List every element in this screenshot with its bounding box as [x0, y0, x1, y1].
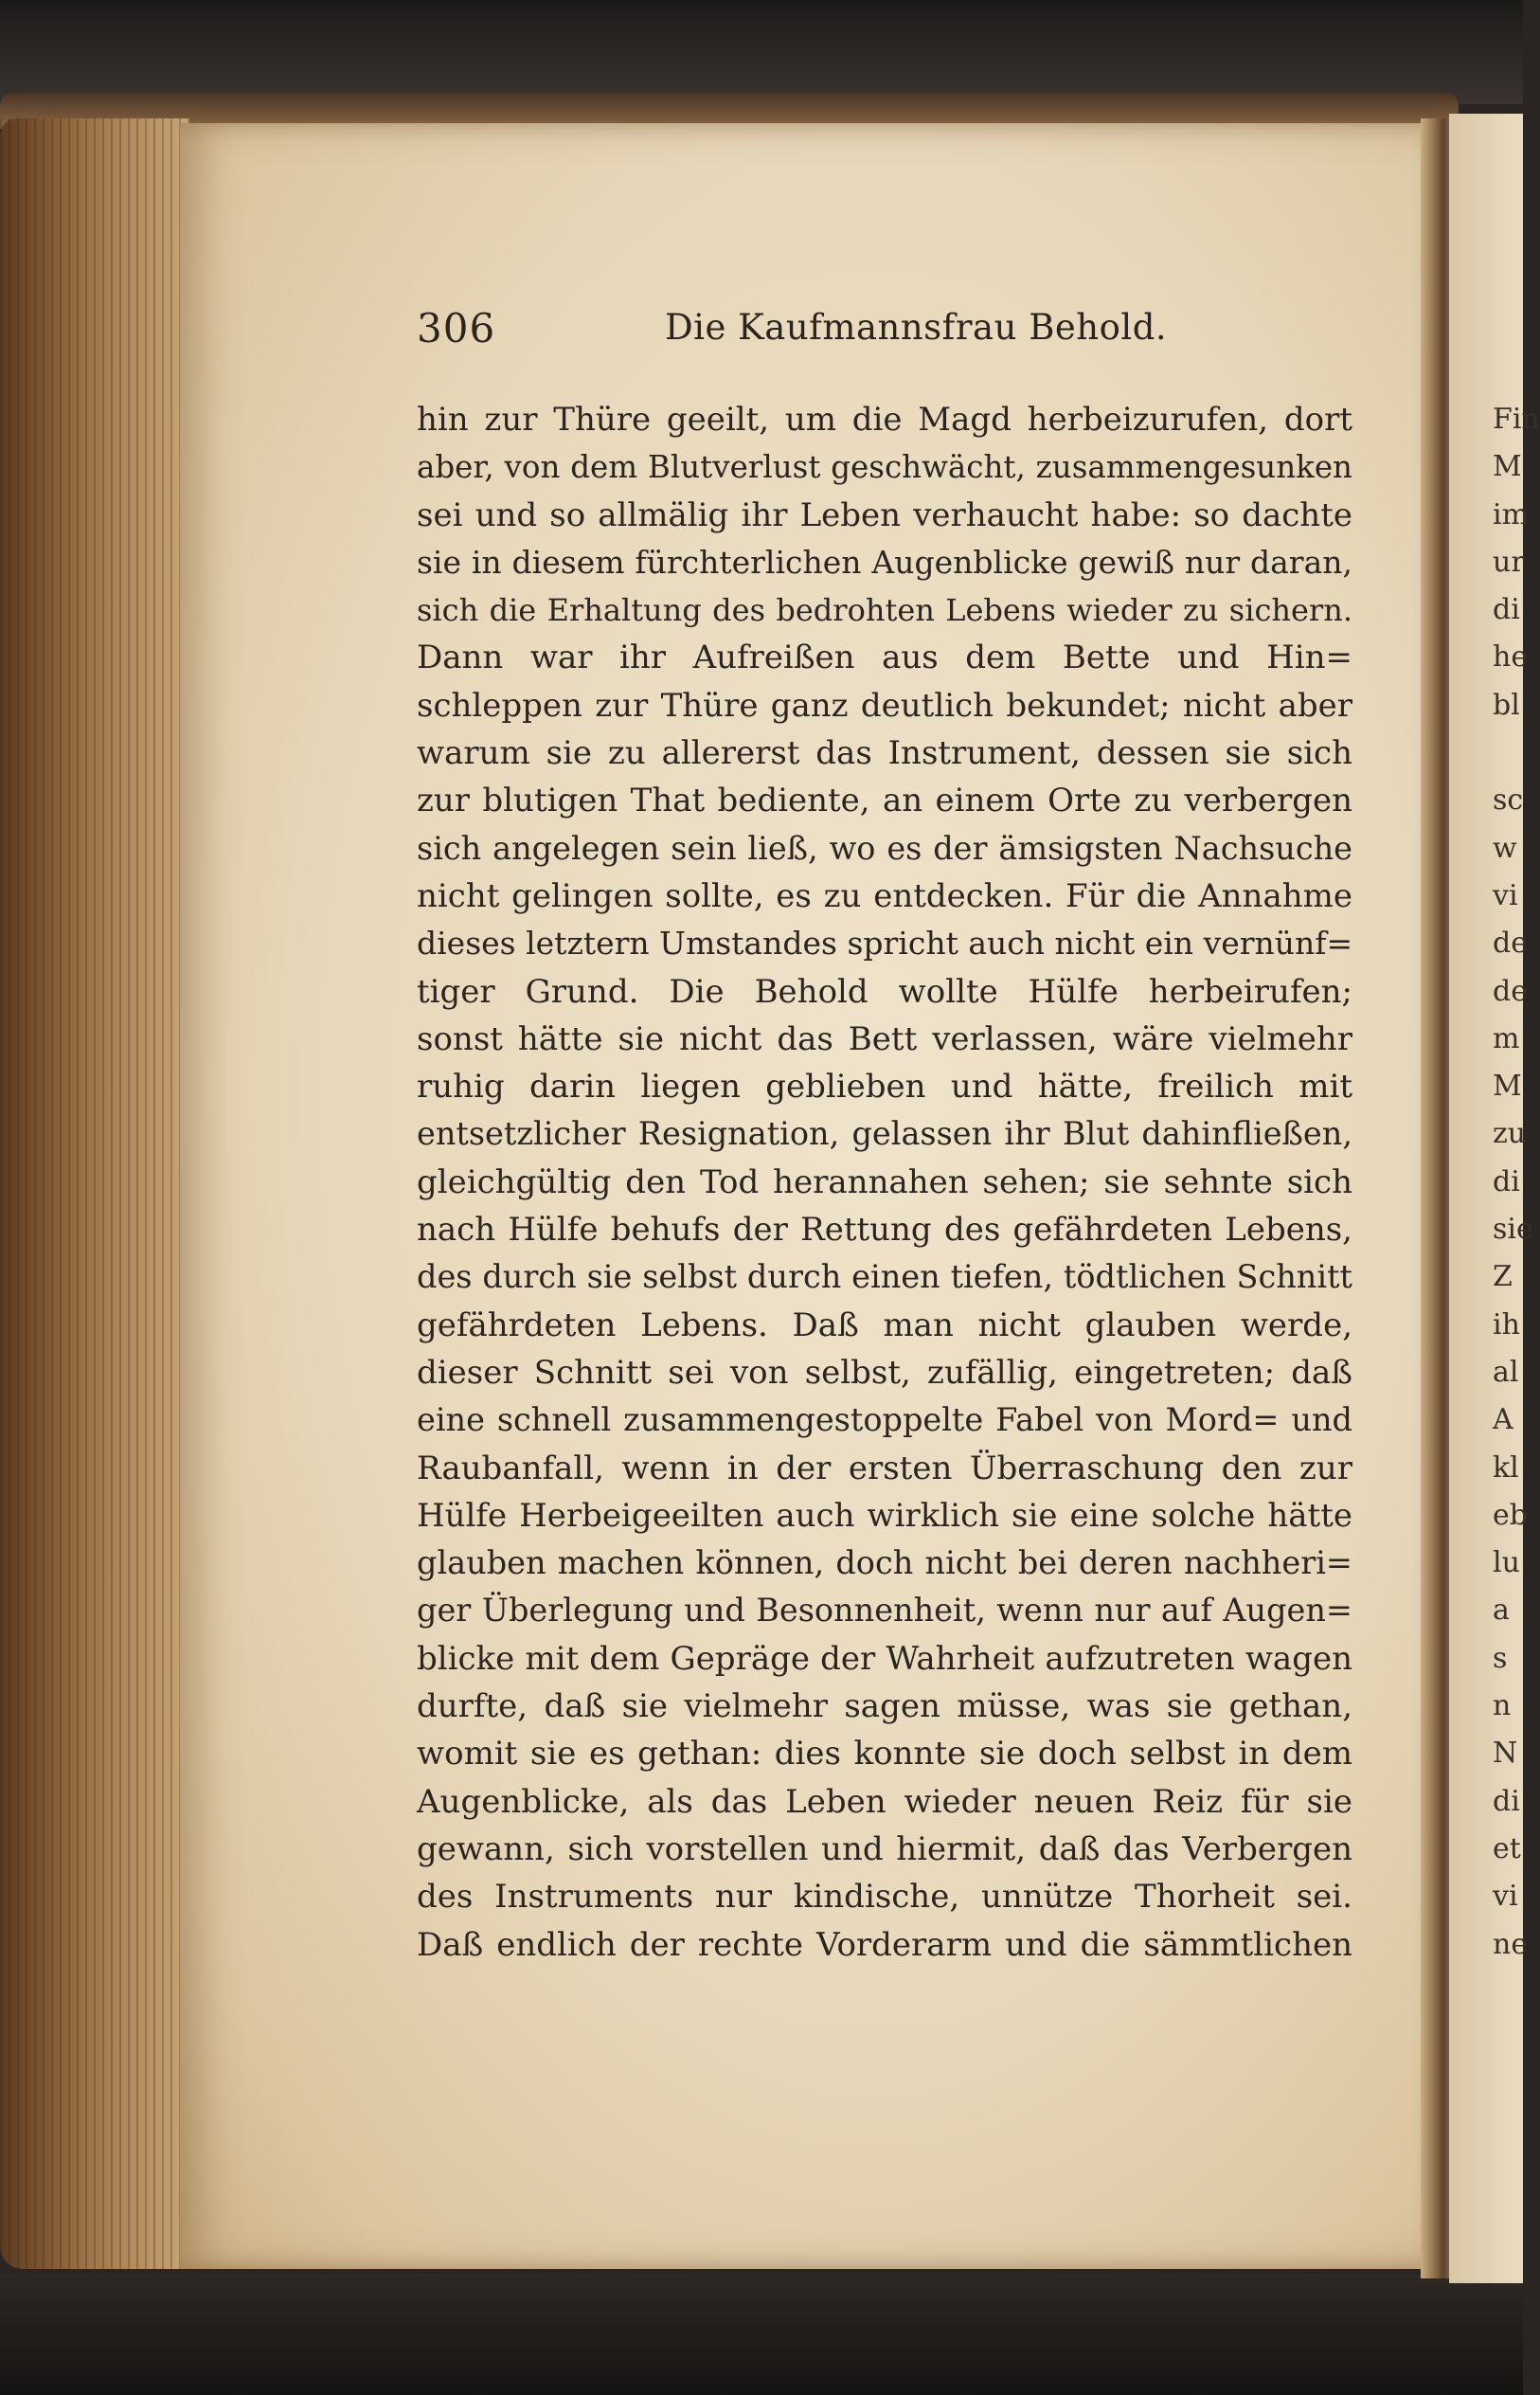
- facing-page-fragment: w: [1493, 831, 1517, 865]
- page-block-edges: [0, 118, 189, 2269]
- page-header: [417, 305, 1352, 362]
- facing-page-fragment: vi: [1493, 878, 1518, 912]
- facing-page-fragment: di: [1493, 1164, 1520, 1198]
- text-line: schleppen zur Thüre ganz deutlich bekundet; nicht aber: [417, 686, 1352, 725]
- facing-page-fragment: ih: [1493, 1307, 1520, 1342]
- facing-page-fragment: et: [1493, 1831, 1521, 1865]
- facing-page-fragment: Z: [1493, 1260, 1513, 1294]
- facing-page-fragment: N: [1493, 1737, 1518, 1771]
- text-line: gleichgültig den Tod herannahen sehen; sie sehnte sich: [417, 1162, 1352, 1201]
- text-line: durfte, daß sie vielmehr sagen müsse, was sie gethan,: [417, 1687, 1352, 1726]
- facing-page-fragment: s: [1493, 1641, 1508, 1675]
- text-line: zur blutigen That bediente, an einem Orte zu verbergen: [417, 782, 1352, 820]
- facing-page-fragment: lu: [1493, 1546, 1520, 1580]
- running-head: Die Kaufmannsfrau Behold.: [665, 307, 1168, 348]
- background-bottom: [0, 2274, 1523, 2395]
- text-line: ger Überlegung und Besonnenheit, wenn nur auf Augen=: [417, 1592, 1352, 1630]
- text-line: Daß endlich der rechte Vorderarm und die sämmtlichen: [417, 1925, 1352, 1964]
- text-line: Augenblicke, als das Leben wieder neuen Reiz für sie: [417, 1782, 1352, 1821]
- text-line: sich angelegen sein ließ, wo es der ämsigsten Nachsuche: [417, 829, 1352, 867]
- text-line: sonst hätte sie nicht das Bett verlassen, wäre vielmehr: [417, 1019, 1352, 1058]
- text-line: gefährdeten Lebens. Daß man nicht glauben werde,: [417, 1306, 1352, 1344]
- facing-page-fragment: al: [1493, 1355, 1519, 1389]
- facing-page-fragment: n: [1493, 1689, 1512, 1723]
- text-line: hin zur Thüre geeilt, um die Magd herbeizurufen, dort: [417, 401, 1352, 439]
- facing-page-fragment: a: [1493, 1594, 1510, 1628]
- text-line: dieser Schnitt sei von selbst, zufällig, eingetreten; daß: [417, 1353, 1352, 1392]
- text-line: nicht gelingen sollte, es zu entdecken. Für die Annahme: [417, 876, 1352, 915]
- text-line: womit sie es gethan: dies konnte sie doch selbst in dem: [417, 1735, 1352, 1774]
- text-line: sei und so allmälig ihr Leben verhaucht habe: so dachte: [417, 495, 1352, 534]
- text-line: Raubanfall, wenn in der ersten Überraschung den zur: [417, 1449, 1352, 1487]
- facing-page-fragment: vi: [1493, 1880, 1518, 1914]
- facing-page-fragment: sie: [1493, 1213, 1533, 1247]
- facing-page-fragment: di: [1493, 593, 1520, 627]
- text-line: Dann war ihr Aufreißen aus dem Bette und Hin=: [417, 639, 1352, 677]
- facing-page-fragment: Fin: [1493, 403, 1540, 436]
- facing-page-fragment: M: [1493, 450, 1522, 484]
- facing-page-fragment: de: [1493, 974, 1528, 1008]
- text-line: nach Hülfe behufs der Rettung des gefährdeten Lebens,: [417, 1211, 1352, 1250]
- text-line: Hülfe Herbeigeeilten auch wirklich sie eine solche hätte: [417, 1496, 1352, 1535]
- text-line: gewann, sich vorstellen und hiermit, daß das Verbergen: [417, 1829, 1352, 1868]
- facing-page-fragment: im: [1493, 497, 1530, 531]
- background-top: [0, 0, 1523, 104]
- facing-page-fragment: eb: [1493, 1498, 1528, 1532]
- facing-page-fragment: ne: [1493, 1927, 1529, 1961]
- text-line: sie in diesem fürchterlichen Augenblicke gewiß nur daran,: [417, 543, 1352, 581]
- facing-page-fragment: M: [1493, 1070, 1522, 1104]
- text-line: des Instruments nur kindische, unnütze Thorheit sei.: [417, 1878, 1352, 1917]
- body-text: [417, 396, 1352, 1969]
- text-line: dieses letztern Umstandes spricht auch nicht ein vernünf=: [417, 925, 1353, 963]
- text-line: glauben machen können, doch nicht bei deren nachheri=: [417, 1544, 1352, 1582]
- facing-page-fragment: ur: [1493, 545, 1525, 579]
- page-number: 306: [417, 305, 496, 351]
- facing-page-fragment: zu: [1493, 1117, 1527, 1151]
- text-line: eine schnell zusammengestoppelte Fabel von Mord= und: [417, 1401, 1352, 1439]
- facing-page-fragment: di: [1493, 1784, 1520, 1818]
- text-line: entsetzlicher Resignation, gelassen ihr Blut dahinfließen,: [417, 1115, 1352, 1153]
- facing-page-fragment: A: [1493, 1403, 1513, 1437]
- facing-page-fragment: kl: [1493, 1450, 1519, 1485]
- facing-page-fragment: m: [1493, 1021, 1520, 1055]
- facing-page-fragment: he: [1493, 640, 1529, 675]
- text-line: blicke mit dem Gepräge der Wahrheit aufzutreten wagen: [417, 1639, 1352, 1678]
- facing-page-fragment: de: [1493, 927, 1528, 961]
- facing-page-fragment: sc: [1493, 783, 1524, 818]
- text-line: warum sie zu allererst das Instrument, dessen sie sich: [417, 734, 1352, 773]
- text-line: tiger Grund. Die Behold wollte Hülfe herbeirufen;: [417, 972, 1352, 1011]
- text-line: ruhig darin liegen geblieben und hätte, freilich mit: [417, 1068, 1352, 1107]
- text-line: aber, von dem Blutverlust geschwächt, zusammengesunken: [417, 449, 1352, 486]
- facing-page-fragment: [1493, 729, 1523, 777]
- facing-page-fragment: bl: [1493, 688, 1520, 722]
- text-line: des durch sie selbst durch einen tiefen, tödtlichen Schnitt: [417, 1258, 1352, 1296]
- text-line: sich die Erhaltung des bedrohten Lebens wieder zu sichern.: [417, 592, 1352, 629]
- facing-page-fragments: [1493, 396, 1540, 1969]
